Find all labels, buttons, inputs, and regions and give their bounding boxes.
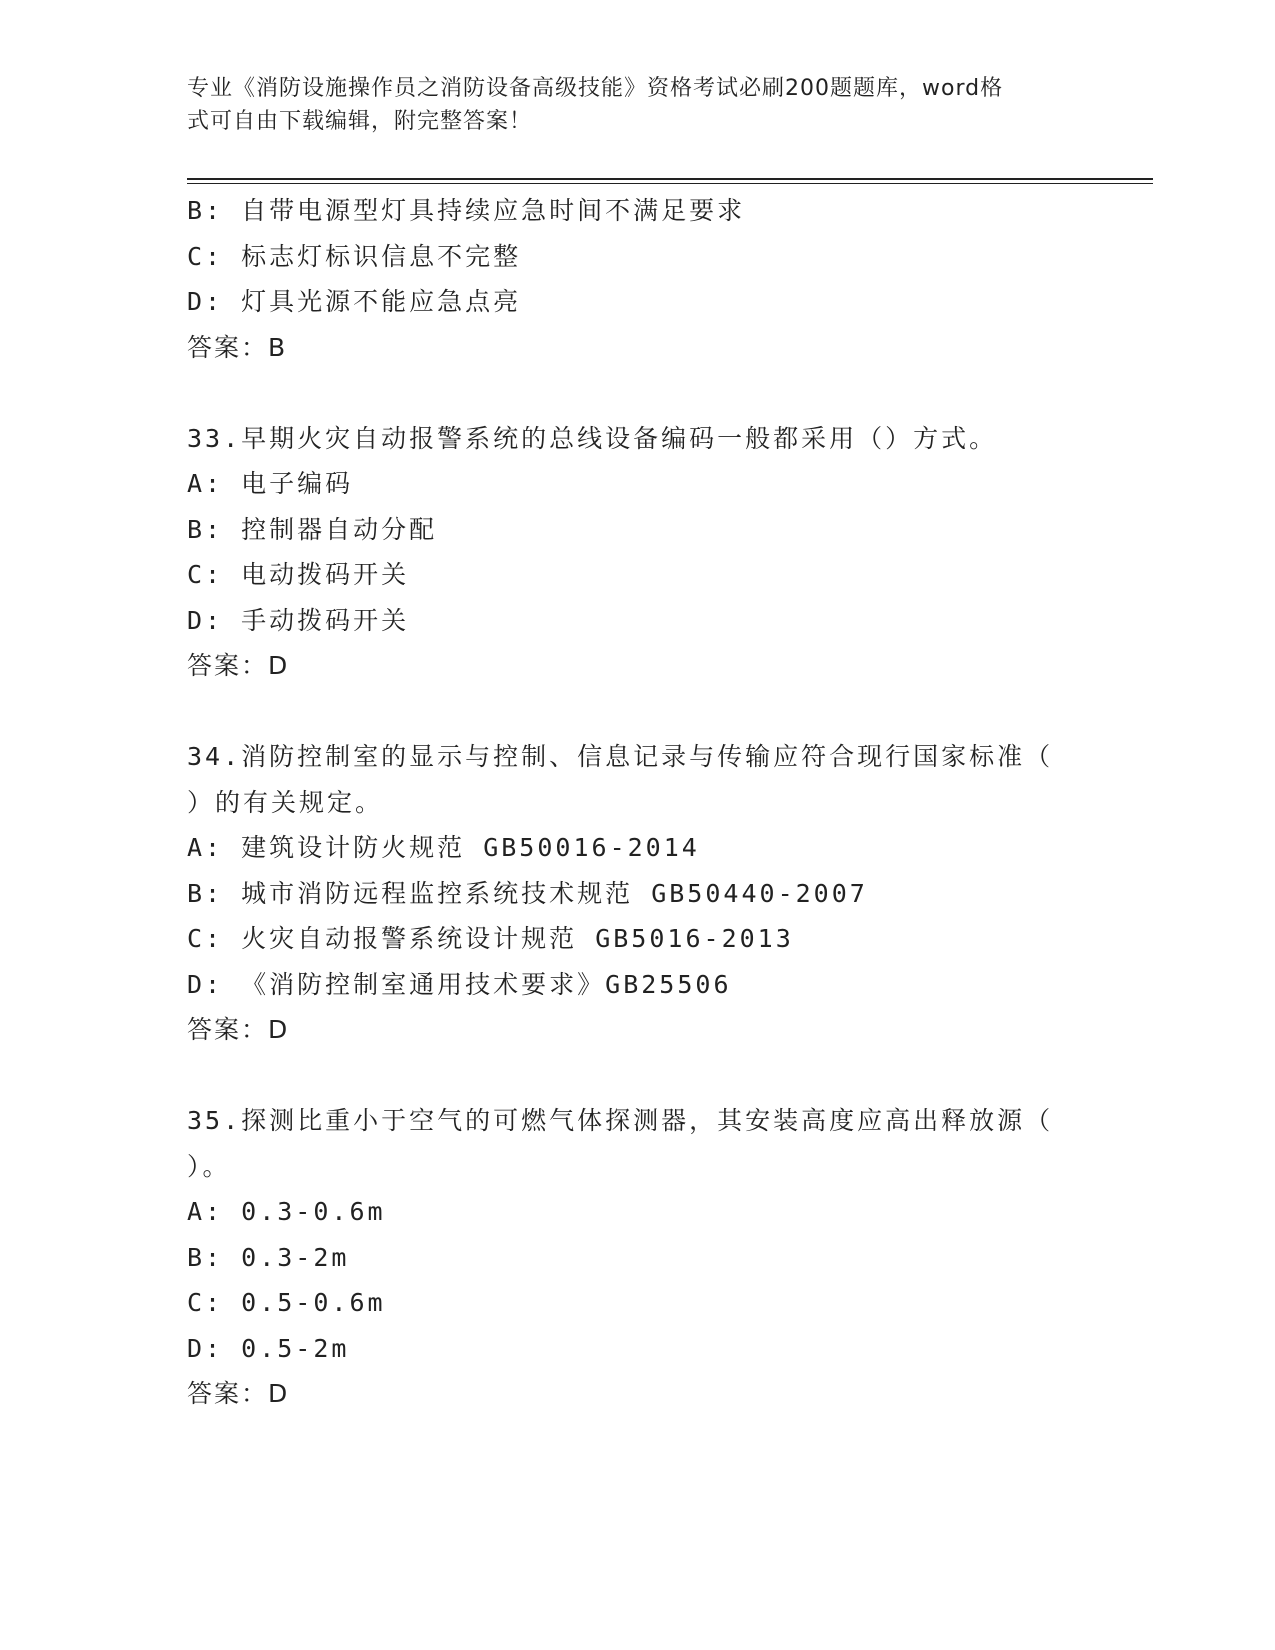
question-stem: 35.探测比重小于空气的可燃气体探测器，其安装高度应高出释放源（ xyxy=(187,1106,1054,1135)
answer-line: 答案：D xyxy=(187,1379,290,1408)
question-35 xyxy=(187,1098,1087,1417)
question-stem-continued: ）。 xyxy=(187,1151,231,1181)
option-d: D: 0.5-2m xyxy=(187,1333,350,1363)
question-34 xyxy=(187,734,1087,1053)
option-a: A: 电子编码 xyxy=(187,469,354,498)
question-33 xyxy=(187,416,1087,689)
spacer xyxy=(187,689,1087,735)
option-d: D: 《消防控制室通用技术要求》GB25506 xyxy=(187,969,732,999)
option-b: B: 城市消防远程监控系统技术规范 GB50440-2007 xyxy=(187,878,868,908)
option-c: C: 火灾自动报警系统设计规范 GB5016-2013 xyxy=(187,924,794,953)
answer-line: 答案：D xyxy=(187,651,290,680)
option-c: C: 0.5-0.6m xyxy=(187,1288,386,1317)
option-b: B: 控制器自动分配 xyxy=(187,514,438,544)
option-d: D: 灯具光源不能应急点亮 xyxy=(187,287,522,316)
option-c: C: 电动拨码开关 xyxy=(187,560,410,589)
option-b: B: 自带电源型灯具持续应急时间不满足要求 xyxy=(187,196,746,225)
header-line-1: 专业《消防设施操作员之消防设备高级技能》资格考试必刷200题题库，word格 xyxy=(187,76,1004,101)
answer-line: 答案：B xyxy=(187,332,288,362)
answer-line: 答案：D xyxy=(187,1015,290,1044)
header-divider-thick xyxy=(187,178,1153,180)
spacer xyxy=(187,370,1087,416)
document-header xyxy=(187,72,1067,138)
header-line-2: 式可自由下载编辑，附完整答案！ xyxy=(187,109,533,134)
question-stem: 33.早期火灾自动报警系统的总线设备编码一般都采用（）方式。 xyxy=(187,423,998,453)
question-stem: 34.消防控制室的显示与控制、信息记录与传输应符合现行国家标准（ xyxy=(187,742,1054,771)
option-d: D: 手动拨码开关 xyxy=(187,605,410,635)
option-c: C: 标志灯标识信息不完整 xyxy=(187,241,522,271)
header-divider-thin xyxy=(187,183,1153,184)
question-continuation xyxy=(187,188,1087,370)
question-stem-continued: ）的有关规定。 xyxy=(187,787,384,817)
option-a: A: 建筑设计防火规范 GB50016-2014 xyxy=(187,833,700,862)
option-a: A: 0.3-0.6m xyxy=(187,1197,386,1226)
spacer xyxy=(187,1053,1087,1099)
option-b: B: 0.3-2m xyxy=(187,1242,350,1272)
question-list xyxy=(187,188,1087,1417)
